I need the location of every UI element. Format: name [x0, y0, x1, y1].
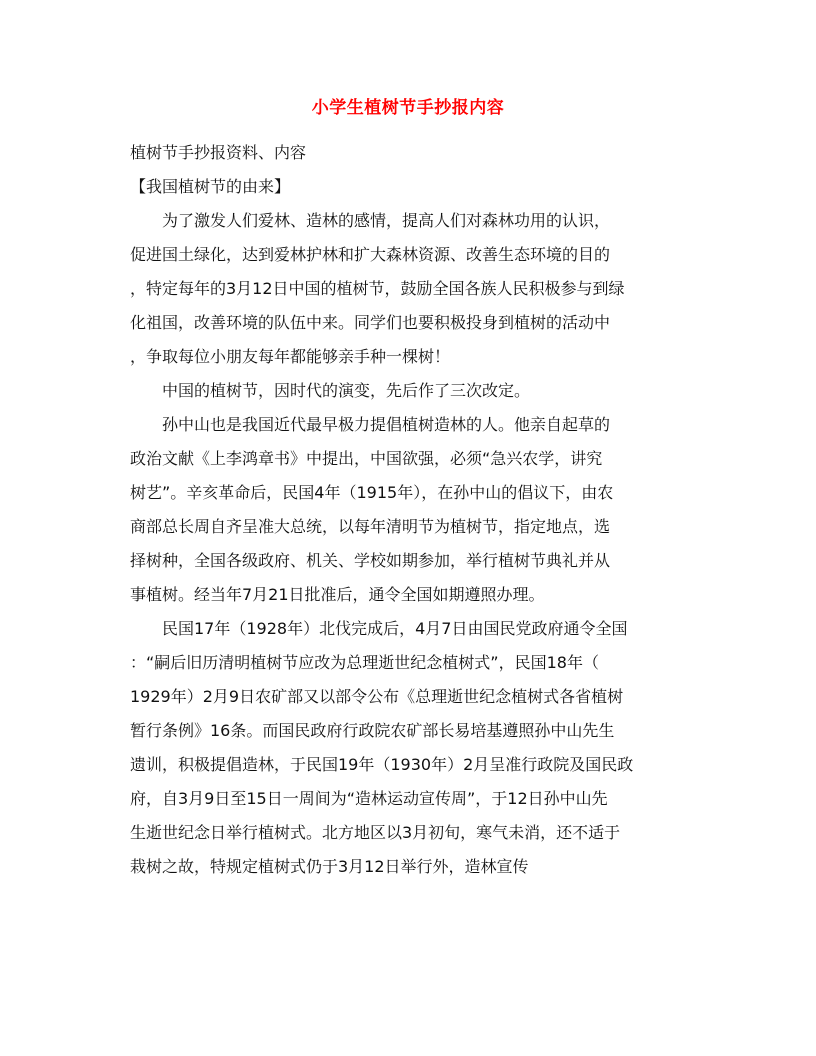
- paragraph-line: 民国17年（1928年）北伐完成后，4月7日由国民党政府通令全国: [162, 619, 628, 638]
- paragraph-line: 商部总长周自齐呈准大总统，以每年清明节为植树节，指定地点，选: [130, 517, 611, 536]
- document-title: 小学生植树节手抄报内容: [311, 98, 505, 118]
- paragraph-line: 政治文献《上李鸿章书》中提出，中国欲强，必须“急兴农学，讲究: [130, 449, 603, 468]
- subtitle-line: 植树节手抄报资料、内容: [130, 143, 307, 162]
- paragraph-line: ，特定每年的3月12日中国的植树节，鼓励全国各族人民积极参与到绿: [130, 279, 625, 298]
- paragraph-line: 树艺”。辛亥革命后，民国4年（1915年），在孙中山的倡议下，由农: [130, 483, 614, 502]
- paragraph-line: 孙中山也是我国近代最早极力提倡植树造林的人。他亲自起草的: [162, 415, 611, 434]
- paragraph-line: 择树种，全国各级政府、机关、学校如期参加，举行植树节典礼并从: [130, 551, 611, 570]
- paragraph-line: 事植树。经当年7月21日批准后，通令全国如期遵照办理。: [130, 585, 545, 604]
- paragraph-line: 化祖国，改善环境的队伍中来。同学们也要积极投身到植树的活动中: [130, 313, 611, 332]
- paragraph-line: 府，自3月9日至15日一周间为“造林运动宣传周”，于12日孙中山先: [130, 789, 608, 808]
- paragraph-line: 为了激发人们爱林、造林的感情，提高人们对森林功用的认识，: [162, 211, 611, 230]
- section-heading: 【我国植树节的由来】: [130, 177, 291, 196]
- paragraph-line: 中国的植树节，因时代的演变，先后作了三次改定。: [162, 381, 531, 400]
- paragraph-line: 生逝世纪念日举行植树式。北方地区以3月初旬，寒气未消，还不适于: [130, 823, 621, 842]
- paragraph-line: 1929年）2月9日农矿部又以部令公布《总理逝世纪念植树式各省植树: [130, 687, 624, 706]
- paragraph-line: 暂行条例》16条。而国民政府行政院农矿部长易培基遵照孙中山先生: [130, 721, 615, 740]
- paragraph-line: 促进国土绿化，达到爱林护林和扩大森林资源、改善生态环境的目的: [130, 245, 611, 264]
- paragraph-line: 遗训，积极提倡造林，于民国19年（1930年）2月呈准行政院及国民政: [130, 755, 634, 774]
- paragraph-line: 栽树之故，特规定植树式仍于3月12日举行外，造林宣传: [130, 857, 529, 876]
- paragraph-line: ，争取每位小朋友每年都能够亲手种一棵树！: [130, 347, 451, 366]
- document-body: [130, 136, 690, 884]
- paragraph-line: ：“嗣后旧历清明植树节应改为总理逝世纪念植树式”，民国18年（: [130, 653, 599, 672]
